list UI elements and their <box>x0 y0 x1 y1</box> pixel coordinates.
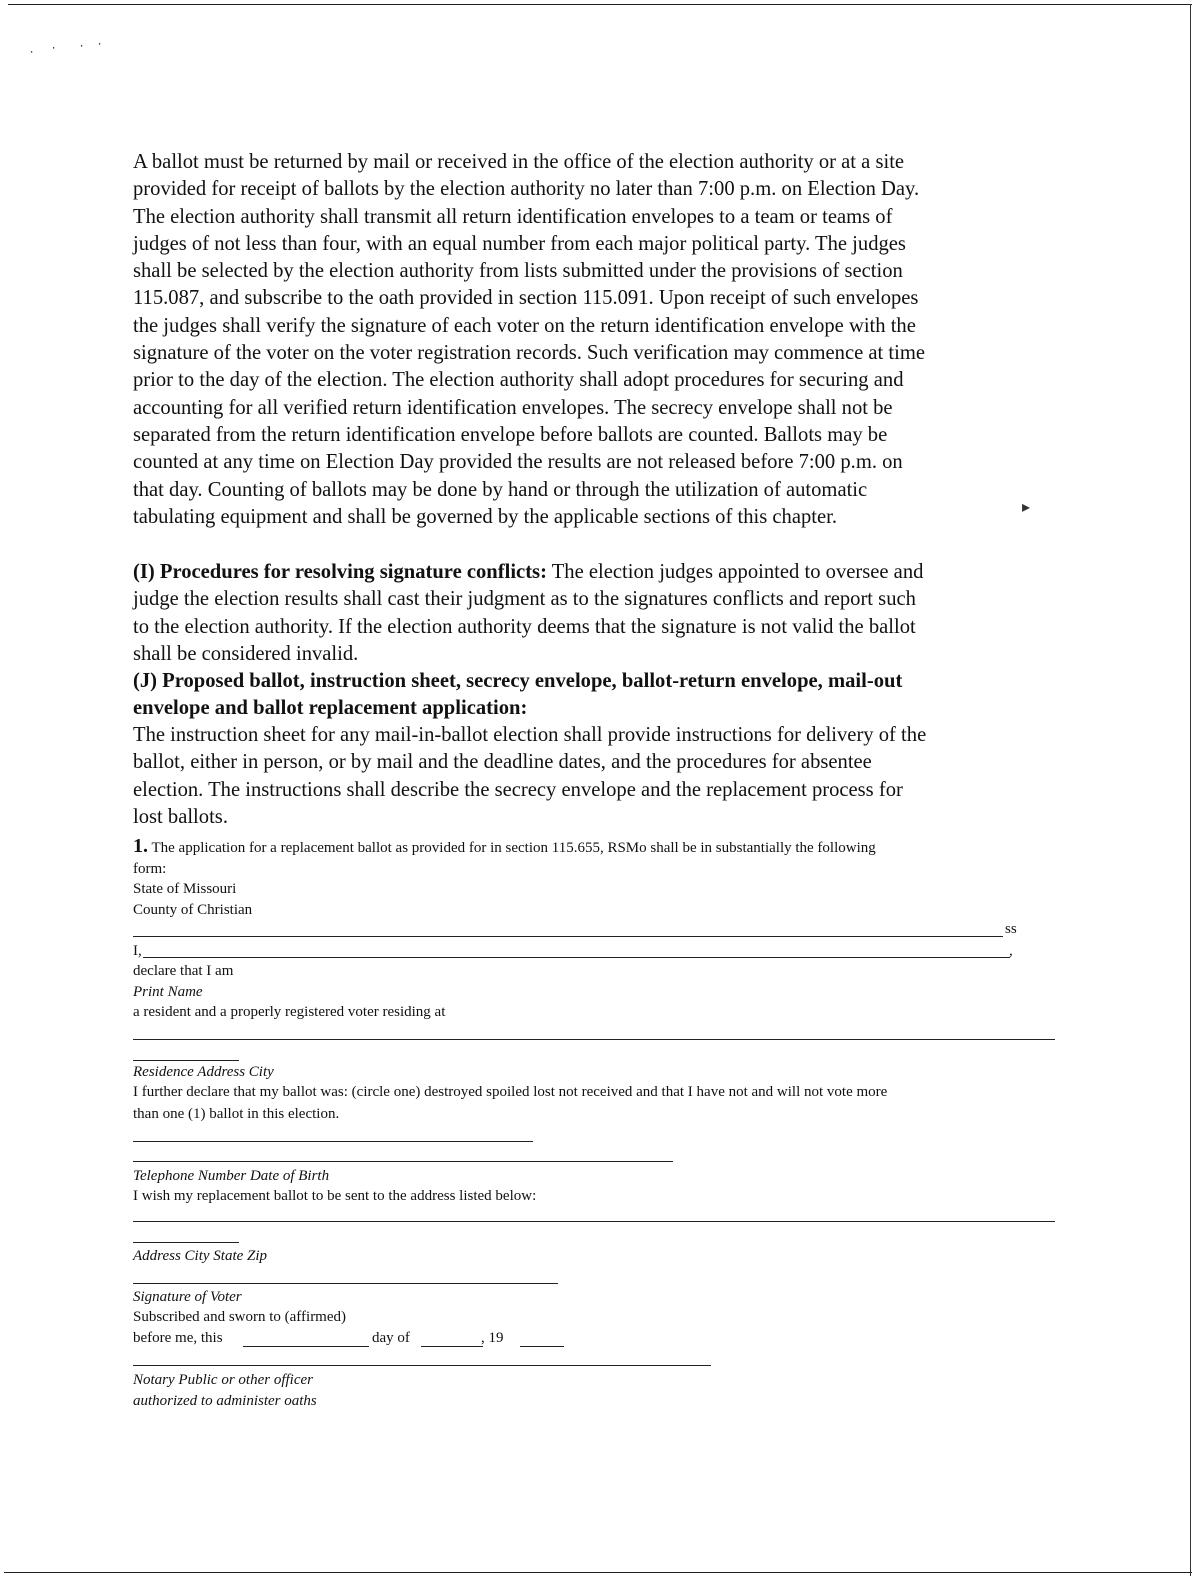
notary-caption: Notary Public or other officer <box>133 1372 313 1388</box>
telephone-line[interactable] <box>133 1141 533 1142</box>
page-right-edge <box>1190 4 1191 1576</box>
before-me-label: before me, this <box>133 1330 223 1346</box>
scan-speck: ▸ <box>1022 499 1031 516</box>
day-of-label: day of <box>372 1330 410 1346</box>
year-line[interactable] <box>520 1346 564 1347</box>
scan-speck: ⸳ <box>98 35 102 49</box>
comma-label: , <box>1009 943 1013 959</box>
month-line[interactable] <box>421 1346 483 1347</box>
phone-caption: Telephone Number Date of Birth <box>133 1168 330 1184</box>
name-input-line[interactable] <box>143 957 1010 958</box>
residence-address-line[interactable] <box>133 1039 1055 1040</box>
subscribed-label: Subscribed and sworn to (affirmed) <box>133 1309 347 1325</box>
section-j-body: The instruction sheet for any mail-in-ballot election shall provide instructions for delivery of the ballot, either in person, or by mail and the deadline dates, and the procedures for absentee election. The instructions shall describe the secrecy envelope and the replacement process for lost ballots. <box>133 724 927 828</box>
scan-speck: ⸳ <box>52 39 56 53</box>
signature-caption: Signature of Voter <box>133 1289 242 1305</box>
state-label: State of Missouri <box>133 881 237 897</box>
form-intro-cont: form: <box>133 861 167 877</box>
ss-line[interactable] <box>133 936 1003 937</box>
page-bottom-edge <box>4 1572 1192 1573</box>
section-i <box>133 559 1048 668</box>
residence-caption: Residence Address City <box>133 1064 274 1080</box>
scan-speck: ⸳ <box>30 43 34 57</box>
further-declare-cont: than one (1) ballot in this election. <box>133 1106 340 1122</box>
main-paragraph: A ballot must be returned by mail or received in the office of the election authority or at a site provided for receipt of ballots by the election authority no later than 7:00 p.m. on Election Day. The election authority shall transmit all return identification envelopes to a team or teams of judges of not less than four, with an equal number from each major political party. The judges shall be selected by the election authority from lists submitted under the provisions of section 115.087, and subscribe to the oath provided in section 115.091. Upon receipt of such envelopes the judges shall verify the signature of each voter on the return identification envelope with the signature of the voter on the voter registration records. Such verification may commence at time prior to the day of the election. The election authority shall adopt procedures for securing and accounting for all verified return identification envelopes. The secrecy envelope shall not be separated from the return identification envelope before ballots are counted. Ballots may be counted at any time on Election Day provided the results are not released before 7:00 p.m. on that day. Counting of ballots may be done by hand or through the utilization of automatic tabulating equipment and shall be governed by the applicable sections of this chapter. <box>133 151 926 528</box>
year-prefix-label: , 19 <box>481 1330 504 1346</box>
page-top-edge <box>8 4 1192 5</box>
section-j-heading: (J) Proposed ballot, instruction sheet, secrecy envelope, ballot-return envelope, mail-out envelope and ballot replacement application: <box>133 670 903 720</box>
scan-speck: ⸳ <box>80 37 84 51</box>
residence-city-line[interactable] <box>133 1060 239 1061</box>
county-label: County of Christian <box>133 902 253 918</box>
wish-label: I wish my replacement ballot to be sent to the address listed below: <box>133 1188 537 1204</box>
day-line[interactable] <box>243 1346 369 1347</box>
signature-line[interactable] <box>133 1283 558 1284</box>
mailing-address-line[interactable] <box>133 1221 1055 1222</box>
section-i-heading: (I) Procedures for resolving signature conflicts: <box>133 561 547 583</box>
notary-signature-line[interactable] <box>133 1365 711 1366</box>
print-name-caption: Print Name <box>133 984 203 1000</box>
ss-label: ss <box>1005 921 1017 937</box>
notary-caption-cont: authorized to administer oaths <box>133 1393 317 1409</box>
further-declare: I further declare that my ballot was: (circle one) destroyed spoiled lost not received and that I have not and will not vote more <box>133 1084 888 1100</box>
mailing-city-line[interactable] <box>133 1242 239 1243</box>
item-number: 1. <box>133 835 148 857</box>
address-caption: Address City State Zip <box>133 1248 268 1264</box>
i-label: I, <box>133 943 142 959</box>
form-intro: 1. The application for a replacement ballot as provided for in section 115.655, RSMo shall be in substantially the following <box>133 835 876 857</box>
resident-label: a resident and a properly registered voter residing at <box>133 1004 446 1020</box>
section-i-body: The election judges appointed to oversee and judge the election results shall cast their judgment as to the signatures conflicts and report such to the election authority. If the election authority deems that the signature is not valid the ballot shall be considered invalid. <box>133 561 924 665</box>
declare-label: declare that I am <box>133 963 234 979</box>
birth-date-line[interactable] <box>133 1161 673 1162</box>
